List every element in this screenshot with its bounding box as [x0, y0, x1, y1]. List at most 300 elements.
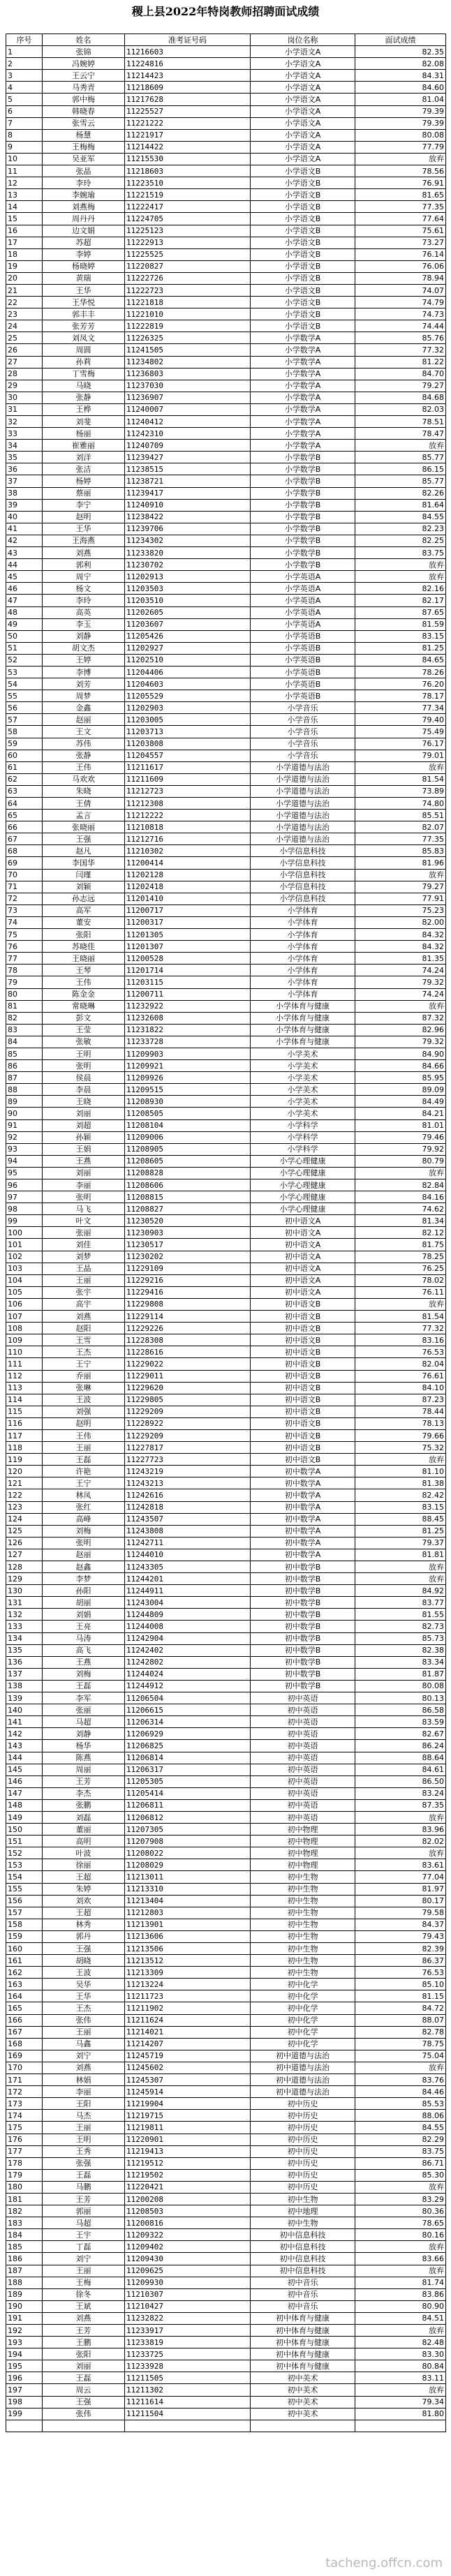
cell-post: 初中道德与法治: [251, 2050, 355, 2062]
cell-score: 81.15: [355, 1990, 446, 2002]
cell-post: 初中信息科技: [251, 2241, 355, 2253]
table-row: [6, 810, 446, 821]
cell-post: 初中生物: [251, 1930, 355, 1942]
table-row: [6, 1382, 446, 1394]
cell-ticket: 11233917: [125, 2325, 251, 2337]
table-row: [6, 1119, 446, 1131]
table-row: [6, 1704, 446, 1716]
cell-no: 110: [6, 1346, 43, 1358]
cell-no: 60: [6, 750, 43, 761]
cell-score: 84.55: [355, 511, 446, 523]
cell-ticket: 11205305: [125, 1775, 251, 1787]
cell-ticket: 11244912: [125, 1680, 251, 1692]
table-row: [6, 1203, 446, 1215]
cell-post: 初中数学A: [251, 1525, 355, 1537]
table-row: [6, 2086, 446, 2098]
cell-name: 张明: [43, 1060, 125, 1072]
cell-no: 117: [6, 1429, 43, 1441]
cell-ticket: 11206812: [125, 1811, 251, 1823]
cell-post: 小学语文B: [251, 237, 355, 248]
cell-name: 王强: [43, 1943, 125, 1955]
cell-no: 43: [6, 547, 43, 559]
cell-ticket: 11233928: [125, 2360, 251, 2372]
cell-name: 王华: [43, 1990, 125, 2002]
cell-no: 20: [6, 272, 43, 284]
cell-post: 小学数学A: [251, 356, 355, 368]
cell-post: 初中数学B: [251, 1632, 355, 1644]
cell-no: 174: [6, 2110, 43, 2122]
cell-name: 高宇: [43, 1298, 125, 1310]
cell-ticket: 11219904: [125, 2098, 251, 2110]
cell-post: 小学道德与法治: [251, 833, 355, 845]
table-row: [6, 1274, 446, 1286]
cell-score: 78.44: [355, 1406, 446, 1417]
cell-no: 34: [6, 440, 43, 452]
cell-score: 84.61: [355, 1764, 446, 1775]
cell-score: 76.06: [355, 260, 446, 272]
cell-score: 87.32: [355, 1012, 446, 1024]
cell-ticket: 11212716: [125, 833, 251, 845]
cell-score: 82.78: [355, 2026, 446, 2038]
table-row: [6, 2408, 446, 2420]
table-row: [6, 1799, 446, 1811]
cell-score: 84.66: [355, 1060, 446, 1072]
cell-post: 小学语文B: [251, 225, 355, 237]
table-row: [6, 153, 446, 165]
cell-ticket: 11208022: [125, 1847, 251, 1859]
table-row: [6, 1394, 446, 1406]
table-row: [6, 1740, 446, 1752]
cell-name: 李国华: [43, 857, 125, 869]
cell-score: 79.27: [355, 881, 446, 893]
cell-name: 林凤: [43, 1489, 125, 1501]
cell-score: 84.68: [355, 392, 446, 403]
cell-no: 35: [6, 452, 43, 463]
cell-name: 金鑫: [43, 702, 125, 714]
cell-score: 76.53: [355, 1346, 446, 1358]
cell-no: 83: [6, 1024, 43, 1036]
table-row: [6, 1477, 446, 1489]
cell-ticket: 11244809: [125, 1609, 251, 1621]
cell-post: 初中英语: [251, 1704, 355, 1716]
cell-score: 76.11: [355, 1286, 446, 1298]
cell-no: 26: [6, 344, 43, 356]
cell-score: 77.04: [355, 1871, 446, 1883]
cell-ticket: 11203808: [125, 738, 251, 750]
cell-no: 71: [6, 881, 43, 893]
cell-score: 81.54: [355, 773, 446, 785]
cell-no: 31: [6, 403, 43, 415]
cell-name: 王明: [43, 1048, 125, 1059]
cell-post: [251, 2420, 355, 2432]
cell-ticket: 11233819: [125, 2337, 251, 2348]
cell-ticket: 11227723: [125, 1454, 251, 1466]
cell-no: 113: [6, 1382, 43, 1394]
cell-name: 刘静: [43, 630, 125, 642]
cell-score: 86.24: [355, 1740, 446, 1752]
cell-name: 张琳: [43, 1382, 125, 1394]
table-row: [6, 1549, 446, 1561]
cell-ticket: 11209926: [125, 1072, 251, 1084]
cell-score: 82.26: [355, 487, 446, 499]
cell-no: 154: [6, 1871, 43, 1883]
cell-post: 初中历史: [251, 2098, 355, 2110]
table-row: [6, 547, 446, 559]
cell-ticket: 11224816: [125, 58, 251, 70]
table-row: [6, 1311, 446, 1323]
cell-score: 81.22: [355, 356, 446, 368]
cell-ticket: 11240910: [125, 499, 251, 511]
cell-ticket: 11202927: [125, 642, 251, 654]
cell-name: 王亮: [43, 1621, 125, 1632]
cell-ticket: 11211609: [125, 773, 251, 785]
cell-score: 81.87: [355, 1668, 446, 1680]
cell-no: 139: [6, 1692, 43, 1704]
cell-post: 小学数学B: [251, 452, 355, 463]
cell-score: 88.06: [355, 2110, 446, 2122]
cell-no: 22: [6, 297, 43, 308]
cell-ticket: 11208503: [125, 2205, 251, 2217]
cell-name: 刘丽: [43, 2360, 125, 2372]
cell-name: 马欢欢: [43, 773, 125, 785]
cell-post: 小学语文A: [251, 129, 355, 141]
cell-no: 55: [6, 690, 43, 702]
cell-score: 76.17: [355, 738, 446, 750]
cell-score: 85.10: [355, 1979, 446, 1990]
cell-no: 80: [6, 988, 43, 1000]
cell-no: 30: [6, 392, 43, 403]
cell-name: 吴华: [43, 1979, 125, 1990]
cell-no: 87: [6, 1072, 43, 1084]
cell-score: 82.29: [355, 2134, 446, 2145]
cell-score: 86.15: [355, 463, 446, 475]
cell-score: 81.25: [355, 642, 446, 654]
cell-name: 王燕: [43, 1155, 125, 1167]
cell-name: 王伟: [43, 976, 125, 988]
cell-name: 常晓琳: [43, 1000, 125, 1012]
table-row: [6, 1847, 446, 1859]
cell-post: 小学道德与法治: [251, 810, 355, 821]
cell-name: 王芳: [43, 2193, 125, 2205]
cell-ticket: 11223510: [125, 177, 251, 189]
cell-score: 放弃: [355, 2325, 446, 2337]
table-row: [6, 403, 446, 415]
table-row: [6, 893, 446, 904]
cell-post: 初中物理: [251, 1847, 355, 1859]
cell-ticket: 11219502: [125, 2169, 251, 2181]
cell-no: 197: [6, 2384, 43, 2396]
cell-no: 163: [6, 1979, 43, 1990]
cell-post: 小学语文A: [251, 58, 355, 70]
cell-score: 81.81: [355, 1549, 446, 1561]
table-row: [6, 105, 446, 117]
cell-no: 165: [6, 2002, 43, 2014]
cell-post: 初中语文B: [251, 1334, 355, 1346]
cell-ticket: 11213901: [125, 1919, 251, 1930]
table-row: [6, 487, 446, 499]
cell-name: 张红: [43, 1501, 125, 1513]
cell-ticket: 11242616: [125, 1489, 251, 1501]
cell-post: 小学英语B: [251, 654, 355, 666]
table-row: [6, 2074, 446, 2086]
cell-score: 84.46: [355, 2086, 446, 2098]
cell-post: 小学语文B: [251, 272, 355, 284]
cell-score: 74.79: [355, 297, 446, 308]
cell-no: 74: [6, 916, 43, 928]
cell-post: 初中地理: [251, 2205, 355, 2217]
cell-ticket: 11229109: [125, 1263, 251, 1274]
cell-no: 187: [6, 2265, 43, 2277]
cell-ticket: 11243507: [125, 1513, 251, 1525]
cell-name: 王丽: [43, 1442, 125, 1454]
cell-post: 小学英语B: [251, 690, 355, 702]
cell-name: 赵丽: [43, 1549, 125, 1561]
cell-score: 78.56: [355, 165, 446, 177]
cell-name: 丁雪梅: [43, 368, 125, 380]
table-row: [6, 1668, 446, 1680]
cell-score: 81.74: [355, 2277, 446, 2288]
table-row: [6, 475, 446, 487]
table-row: [6, 2002, 446, 2014]
cell-post: 初中数学B: [251, 1561, 355, 1573]
table-row: [6, 356, 446, 368]
cell-post: 小学道德与法治: [251, 761, 355, 773]
cell-score: 74.24: [355, 988, 446, 1000]
cell-ticket: 11201714: [125, 965, 251, 976]
cell-no: 8: [6, 129, 43, 141]
cell-ticket: 11234802: [125, 356, 251, 368]
table-row: [6, 1990, 446, 2002]
cell-post: 初中道德与法治: [251, 2074, 355, 2086]
cell-score: 放弃: [355, 1454, 446, 1466]
cell-post: 初中英语: [251, 1740, 355, 1752]
cell-ticket: 11214021: [125, 2026, 251, 2038]
table-row: [6, 2217, 446, 2229]
cell-no: 64: [6, 798, 43, 810]
table-row: [6, 1179, 446, 1191]
cell-ticket: 11207908: [125, 1836, 251, 1847]
cell-name: 朱婷: [43, 1883, 125, 1895]
cell-no: 175: [6, 2122, 43, 2134]
cell-ticket: 11230702: [125, 559, 251, 571]
cell-score: 80.36: [355, 2205, 446, 2217]
cell-score: 81.34: [355, 1215, 446, 1227]
cell-score: 82.03: [355, 403, 446, 415]
cell-no: 12: [6, 177, 43, 189]
cell-no: 164: [6, 1990, 43, 2002]
cell-name: 高军: [43, 904, 125, 916]
cell-score: 88.07: [355, 2014, 446, 2026]
cell-ticket: 11218603: [125, 165, 251, 177]
cell-name: 王丽: [43, 2122, 125, 2134]
cell-ticket: 11200528: [125, 953, 251, 965]
table-row: [6, 1167, 446, 1179]
cell-name: 刘洋: [43, 452, 125, 463]
cell-no: 15: [6, 213, 43, 225]
cell-ticket: 11222913: [125, 237, 251, 248]
cell-ticket: 11203115: [125, 976, 251, 988]
cell-ticket: 11229209: [125, 1429, 251, 1441]
cell-no: 70: [6, 869, 43, 881]
cell-ticket: 11220827: [125, 260, 251, 272]
cell-ticket: 11222819: [125, 320, 251, 332]
cell-post: 初中语文B: [251, 1358, 355, 1370]
cell-ticket: 11240412: [125, 416, 251, 428]
cell-ticket: 11230903: [125, 1227, 251, 1239]
cell-name: 李玲: [43, 595, 125, 606]
cell-no: 48: [6, 606, 43, 618]
table-row: [6, 1060, 446, 1072]
cell-ticket: 11221519: [125, 189, 251, 201]
cell-ticket: 11211505: [125, 2372, 251, 2384]
cell-name: 赵明: [43, 511, 125, 523]
cell-name: 王梅: [43, 2277, 125, 2288]
table-row: [6, 237, 446, 248]
cell-ticket: 11229808: [125, 1298, 251, 1310]
cell-name: 刘燕: [43, 1311, 125, 1323]
cell-ticket: 11244201: [125, 1573, 251, 1585]
table-row: [6, 2181, 446, 2193]
cell-name: 王阳: [43, 2098, 125, 2110]
cell-name: 张芳芳: [43, 320, 125, 332]
cell-ticket: 11211614: [125, 2396, 251, 2408]
cell-score: 83.16: [355, 1334, 446, 1346]
cell-score: 85.30: [355, 2169, 446, 2181]
table-row: [6, 2050, 446, 2062]
cell-score: [355, 2420, 446, 2432]
cell-ticket: 11232922: [125, 1000, 251, 1012]
table-row: [6, 1096, 446, 1108]
cell-post: 初中英语: [251, 1811, 355, 1823]
cell-post: 小学数学A: [251, 403, 355, 415]
table-row: [6, 941, 446, 953]
cell-ticket: 11221917: [125, 129, 251, 141]
table-row: [6, 440, 446, 452]
cell-score: 75.49: [355, 726, 446, 738]
cell-post: 初中美术: [251, 2408, 355, 2420]
cell-post: 初中语文B: [251, 1370, 355, 1382]
cell-ticket: 11205529: [125, 690, 251, 702]
cell-ticket: 11209402: [125, 2241, 251, 2253]
cell-post: 小学数学A: [251, 344, 355, 356]
cell-name: 王娟: [43, 1143, 125, 1155]
cell-name: 杨晓婷: [43, 260, 125, 272]
cell-ticket: 11244008: [125, 1621, 251, 1632]
cell-ticket: 11220421: [125, 2181, 251, 2193]
cell-ticket: 11241505: [125, 344, 251, 356]
cell-score: 84.37: [355, 1919, 446, 1930]
table-row: [6, 297, 446, 308]
cell-score: 83.66: [355, 2253, 446, 2265]
cell-name: 赵鑫: [43, 1561, 125, 1573]
cell-post: 初中生物: [251, 2193, 355, 2205]
table-row: [6, 2265, 446, 2277]
cell-no: 91: [6, 1119, 43, 1131]
cell-name: 陈燕: [43, 1752, 125, 1764]
cell-name: 郭丹: [43, 1930, 125, 1942]
table-row: [6, 1907, 446, 1919]
table-row: [6, 857, 446, 869]
cell-score: 84.55: [355, 2122, 446, 2134]
cell-score: 83.11: [355, 2372, 446, 2384]
cell-post: 初中历史: [251, 2157, 355, 2169]
cell-name: 李博: [43, 666, 125, 678]
cell-ticket: 11242818: [125, 1501, 251, 1513]
cell-name: 王强: [43, 833, 125, 845]
cell-post: 小学音乐: [251, 738, 355, 750]
cell-post: 初中英语: [251, 1775, 355, 1787]
cell-name: 胡丽: [43, 1597, 125, 1609]
cell-name: 刘丽: [43, 1108, 125, 1119]
table-row: [6, 1442, 446, 1454]
cell-post: 小学体育: [251, 941, 355, 953]
cell-post: 初中语文B: [251, 1406, 355, 1417]
cell-no: 198: [6, 2396, 43, 2408]
cell-no: 182: [6, 2205, 43, 2217]
cell-no: 10: [6, 153, 43, 165]
table-row: [6, 1824, 446, 1836]
cell-no: 178: [6, 2157, 43, 2169]
cell-no: 38: [6, 487, 43, 499]
column-header-post: 岗位名称: [251, 34, 355, 46]
cell-score: 放弃: [355, 1000, 446, 1012]
cell-score: 84.51: [355, 2312, 446, 2324]
table-row: [6, 2134, 446, 2145]
cell-score: 79.39: [355, 105, 446, 117]
cell-name: 王宁: [43, 1358, 125, 1370]
cell-score: 74.73: [355, 308, 446, 320]
cell-no: 75: [6, 929, 43, 941]
table-row: [6, 1561, 446, 1573]
cell-score: 85.51: [355, 810, 446, 821]
cell-score: 85.83: [355, 845, 446, 857]
cell-score: 82.17: [355, 595, 446, 606]
table-row: [6, 189, 446, 201]
cell-name: 孙颖: [43, 1131, 125, 1143]
cell-score: 放弃: [355, 1561, 446, 1573]
cell-post: 小学语文B: [251, 284, 355, 296]
cell-score: 84.70: [355, 368, 446, 380]
cell-score: 78.13: [355, 1417, 446, 1429]
cell-post: 小学数学A: [251, 416, 355, 428]
cell-name: 王超: [43, 1907, 125, 1919]
cell-no: 109: [6, 1334, 43, 1346]
cell-name: 王伟: [43, 761, 125, 773]
cell-score: 81.55: [355, 1609, 446, 1621]
cell-ticket: 11222417: [125, 201, 251, 213]
cell-post: 小学美术: [251, 1072, 355, 1084]
cell-name: 王秀: [43, 2145, 125, 2157]
cell-no: 115: [6, 1406, 43, 1417]
cell-name: 刘燕: [43, 2062, 125, 2074]
cell-no: 146: [6, 1775, 43, 1787]
cell-post: 小学心理健康: [251, 1155, 355, 1167]
cell-no: 102: [6, 1251, 43, 1263]
cell-name: 苏超: [43, 237, 125, 248]
cell-no: 137: [6, 1668, 43, 1680]
cell-no: 144: [6, 1752, 43, 1764]
table-row: [6, 833, 446, 845]
cell-post: 初中语文B: [251, 1394, 355, 1406]
cell-post: 初中英语: [251, 1764, 355, 1775]
cell-no: 23: [6, 308, 43, 320]
cell-ticket: 11229011: [125, 1370, 251, 1382]
cell-score: 81.96: [355, 857, 446, 869]
cell-ticket: 11233725: [125, 2348, 251, 2360]
cell-no: 88: [6, 1084, 43, 1096]
cell-no: 153: [6, 1859, 43, 1871]
table-row: [6, 2014, 446, 2026]
